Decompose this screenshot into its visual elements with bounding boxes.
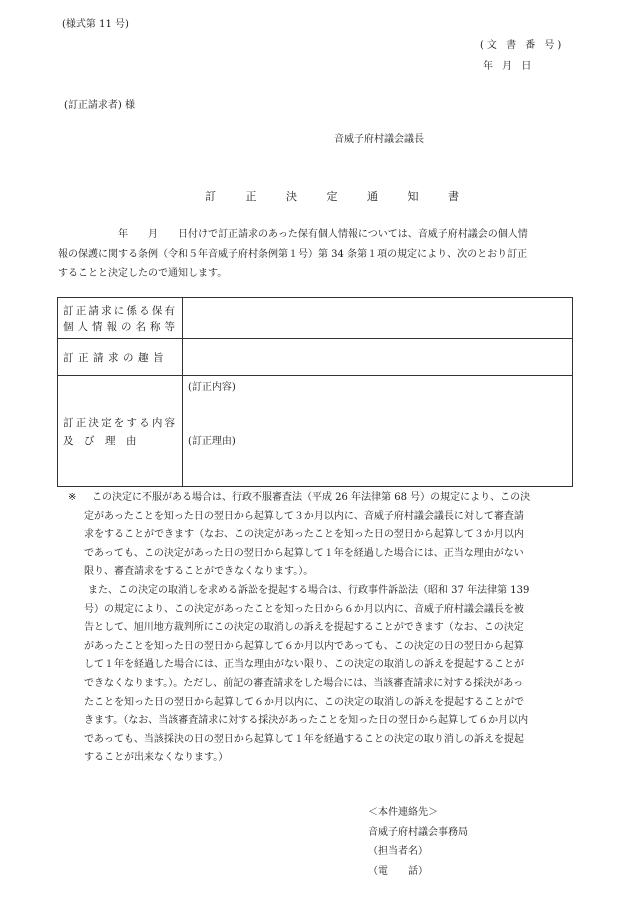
notice-line: 求をすることができます（なお、この決定があったことを知った日の翌日から起算して３か月以内	[84, 529, 524, 541]
sender: 音威子府村議会議長	[334, 134, 424, 145]
appeal-notice	[58, 489, 580, 768]
notice-line: であっても、当該採決の日の翌日から起算して１年を経過することの決定の取り消しの訴えを提起	[84, 733, 524, 745]
row-header-line: 個 人 情 報 の 名 称 等	[63, 321, 175, 333]
reason-label: (訂正理由)	[188, 436, 236, 447]
decision-table	[57, 297, 573, 487]
table-row	[58, 338, 572, 376]
notice-line: できなくなります。）。ただし、前記の審査請求をした場合には、当該審査請求に対する採決があっ	[84, 677, 524, 689]
document-number: (文 書 番 号)	[480, 40, 565, 51]
row-header-decision	[58, 375, 183, 487]
table-row	[58, 375, 572, 487]
notice-line: することが出来なくなります。）	[84, 752, 229, 764]
form-number-label: (様式第 11 号)	[62, 19, 129, 30]
notice-line: また、この決定の取消しを求める訴訟を提起する場合は、行政事件訴訟法（昭和 37 年法律第 139	[88, 584, 530, 596]
row-header-line: 訂 正 請 求 に 係 る 保 有	[63, 305, 175, 317]
intro-paragraph	[58, 225, 578, 284]
contact-line: ＜本件連絡先＞	[368, 807, 438, 818]
notice-line: であっても、この決定があった日の翌日から起算して１年を経過した場合には、正当な理由がない	[84, 547, 524, 559]
document-title: 訂 正 決 定 通 知 書	[205, 190, 472, 203]
row-header-purpose	[58, 338, 183, 375]
notice-line: 定があったことを知った日の翌日から起算して３か月以内に、音威子府村議会議長に対して審査請	[84, 510, 524, 522]
intro-line: 報の保護に関する条例（令和５年音威子府村条例第１号）第 34 条第１項の規定により、次のとおり訂正	[58, 248, 528, 260]
notice-line: きます。（なお、当該審査請求に対する採決があったことを知った日の翌日から起算して６か月以内	[84, 715, 529, 727]
contact-block	[368, 803, 468, 881]
note-mark: ※	[68, 492, 77, 503]
content-label: (訂正内容)	[188, 382, 236, 393]
intro-line: することと決定したので通知します。	[58, 268, 228, 279]
addressee: (訂正請求者) 様	[64, 100, 135, 111]
notice-line: 限り、審査請求をすることができなくなります。）。	[84, 566, 314, 578]
notice-line: この決定に不服がある場合は、行政不服審査法（平成 26 年法律第 68 号）の規定により、この決	[92, 492, 531, 503]
contact-line: （担当者名）	[368, 846, 428, 857]
notice-line: たことを知った日の翌日から起算して６か月以内に、この決定の取消しの訴えを提起することがで	[84, 696, 524, 708]
row-header-line: 及 び 理 由	[63, 435, 137, 447]
contact-line: （電 話）	[368, 865, 428, 877]
table-row	[58, 298, 572, 339]
notice-line: 号）の規定により、この決定があったことを知った日から６か月以内に、音威子府村議会議長を被	[84, 603, 524, 615]
contact-line: 音威子府村議会事務局	[368, 826, 468, 838]
row-header-line: 訂 正 決 定 を す る 内 容	[63, 417, 175, 429]
notice-line: があったことを知った日の翌日から起算して６か月以内であっても、この決定の日の翌日から起算	[84, 640, 524, 652]
notice-line: して１年を経過した場合には、正当な理由がない限り、この決定の取消しの訴えを提起することが	[84, 659, 524, 671]
notice-line: 告として、旭川地方裁判所にこの決定の取消しの訴えを提起することができます（なお、この決定	[84, 622, 524, 634]
date-line: 年 月 日	[483, 61, 532, 72]
intro-line: 年 月 日付けで訂正請求のあった保有個人情報については、音威子府村議会の個人情	[118, 229, 528, 240]
row-header-target-info	[58, 298, 183, 338]
row-header-line: 訂正請求の趣旨	[63, 352, 168, 364]
